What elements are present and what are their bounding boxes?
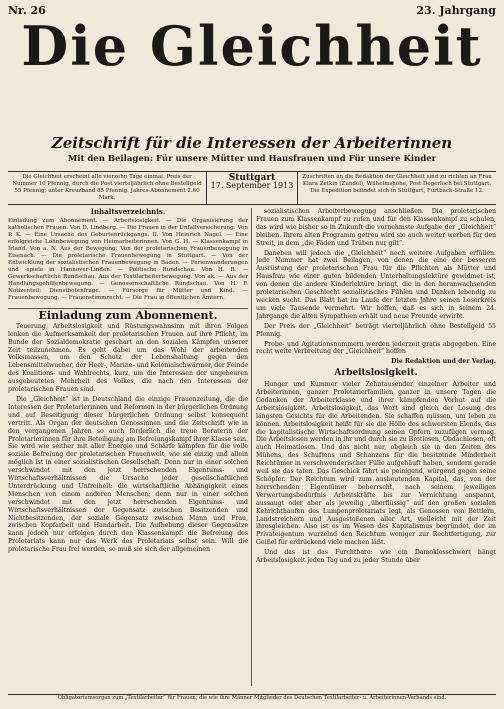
masthead-subtitle: Zeitschrift für die Interessen der Arbeiterinnen <box>51 134 453 152</box>
masthead-supplements: Mit den Beilagen: Für unsere Mütter und Hausfrauen und Für unsere Kinder <box>67 154 437 164</box>
paragraph: Und das ist das Furchtbare: wie ein Damoklesschwert hängt Arbeitslosigkeit jeden Tag und zu jeder Stunde über <box>256 549 496 565</box>
subscription-info: Die Gleichheit erscheint alle vierzehn Tage einmal. Preis der Nummer 10 Pfennig, durch die Post vierteljährlich ohne Bestellgeld 55 Pfennig; unter Kreuzband 85 Pfennig. Jahres-Abonnement 2.60 Mark. <box>12 174 202 201</box>
issue-number: Nr. 26 <box>8 4 46 17</box>
editorial-info: Zuschriften an die Redaktion der Gleichheit sind zu richten an Frau Klara Zetkin (Zundel), Wilhelmshöhe, Post Degerloch bei Stuttgart. Die Expedition befindet sich in Stuttgart, Furtbach-Straße 12. <box>302 174 492 194</box>
article-heading-subscription: Einladung zum Abonnement. <box>8 308 248 320</box>
paragraph: Hunger und Kummer vieler Zehntausender einzelner Arbeiter und Arbeiterinnen, ganzer Proletarierfamilien ganzer in unsere Tagen die Gedanken der Arbeiterklasse und ihrer kämpfenden Vorhut auf die Arbeitslosigkeit. Arbeitslosigkeit, das Wort sind gleich der Losung des längsten Gesichts für die Arbeitenden. Sie schaffen müssen, um leben zu können. Arbeitslosigkeit heißt für sie die Hölle des schwersten Elends, das die kapitalistische Wirtschaftsordnung seinen Opfern zuzufügen vermag. Die Arbeitslosen werden in ihr und durch sie zu Brotlosen, Obdachlosen, oft auch Heimatlosen. Und das nicht nur, obgleich sie in den Zeiten des Mühens, des Schuftens und Schanzens für die besitzende Minderheit Reichtümer in verschwenderischer Fülle aufgehäuft haben, sondern gerade weil sie das taten. Das Geschick fährt sie peinigend, würgend gegen seine Schöpfer. Der Reichtum wird zum ausbeutenden Kapital, das, von der herrschenden Eigentümer beherrscht, nach seinem jeweiligen Verwertungsbedürfnis Arbeitskräfte bis zur Vernichtung anspannt, aussaugt oder aber als jeweilig „überflüssig“ auf den großen sozialen Kehrichthaufen des Lumpenproletariats legt, als Genossen von Bettlern, Landstreichern und Ausgestoßenen aller Art, vielleicht mit der Zeit ihresgleichen. Also ist es im Wesen des Kapitalismus begründet, der im Privateigentum wurzelnd den Reichtum weniger zur Rechtfertigung, zur Geißel für erdrückend viele machen läßt. <box>256 381 496 547</box>
paragraph: sozialistischen Arbeiterbewegung anschließen. Die proletarischen Frauen zum Klassenkampf zu rufen und für den Klassenkampf zu schulen, das wird wie bisher so in Zukunft die vornehmste Aufgabe der „Gleichheit“ bleiben. Ihrem alten Programm getreu wird sie auch weiter werben für den Streit, in dem „die Fäden und Trüben nur gilt“. <box>256 208 496 247</box>
city: Stuttgart <box>228 173 276 183</box>
issue-date: 17. September 1913 <box>210 181 294 190</box>
column-divider <box>251 208 252 686</box>
volume-label: 23. Jahrgang <box>416 4 496 17</box>
toc-text: Einladung zum Abonnement. — Arbeitslosigkeit. — Die Organisierung der katholischen Frauen. Von D. Lindberg. — Die Frauen in der Unfallversicherung. Von P. K. — Eine Ursache des Geburtenrückgangs. II. Von Heinrich Nagel. — Eine erfolgreiche Lohnbewegung von Heimarbeiterinnen. Von G. H. — Klassenkampf in Irland. Von a. N. Aus der Bewegung: Von der proletarischen Frauenbewegung in Eisenach. — Die proletarische Frauenbewegung in Stuttgart. — Von der Entwicklung der sozialistischen Frauenbewegung in Baden. — Ferienwanderungen und -spiele in Hannover-Linden. — Politische Rundschau. Von H. B. — Gewerkschaftliche Rundschau. Aus der Textilarbeiterbewegung. Von ak. — Aus der Handlungsgehilfenbewegung. — Genossenschaftliche Rundschau. Von H. F. Notizenteil: Dienstbotenfrage. — Fürsorge für Mütter und Kind. — Frauenbewegung. — Frauenstimmrecht. — Die Frau in öffentlichen Ämtern. <box>8 217 248 301</box>
footer-note: Obligatoriumsorgan zum „Textilarbeiter“ für Frauen, die wie ihre Männer Mitglieder des Deutschen Textilarbeiter- u. Arbeiterinnen-Verbands sind. <box>8 694 496 702</box>
place-date <box>206 172 298 204</box>
masthead-title: Die Gleichheit <box>21 14 483 78</box>
paragraph: Daneben will jedoch die „Gleichheit“ noch weitere Aufgaben erfüllen. Jede Nummer hat zwei Beilagen, von denen die eine der besseren Ausrüstung der proletarischen Frau für die Pflichten als Mütter und Hausfrau wie einer guten bildenden Unterhaltungslektüre gewidmet ist, von denen die andere Kinderlektüre bringt, die in den heranwachsenden proletarischen Geschlecht sozialistisches Fühlen und Denken lebendig zu wecken sucht. Das Blatt hat im Laufe der letzten Jahre seinen Leserkreis um viele Tausende vermehrt. Wir hoffen, daß es sich in seinem 24. Jahrgange die alten Sympathien erhält und neue Freunde erwirbt. <box>256 249 496 320</box>
paragraph: Probe- und Agitationsnummern werden jederzeit gratis abgegeben. Eine recht weite Verbreitung der „Gleichheit“ hoffen <box>256 340 496 356</box>
paragraph: Teuerung, Arbeitslosigkeit und Rüstungswahnsinn mit ihren Folgen lenken die Aufmerksamkeit der proletarischen Frauen auf ihre Pflicht, im Bunde der Sozialdemokratie geschart an den sozialen Kämpfen unserer Zeit teilzunehmen. Es geht dabei um das Wohl der arbeitenden Volksmassen, um den Schutz der Lebenshaltung gegen den Lebensmittelwucher, der Heer-, Marine- und Kolonialschwärmer, der Feinde des Koalitions- und Wahlrechts, kurz, um die Interessen der ungeheuren ausgebeuteten Mehrheit des Volkes, die nach den Interessen der proletarischen Frauen sind. <box>8 322 248 394</box>
left-column <box>8 208 248 688</box>
info-bar <box>8 171 496 205</box>
article-heading-unemployment: Arbeitslosigkeit. <box>334 368 418 379</box>
paragraph: Der Preis der „Gleichheit“ beträgt vierteljährlich ohne Bestellgeld 55 Pfennig. <box>256 322 496 338</box>
right-column <box>256 208 496 688</box>
paragraph: Die „Gleichheit“ ist in Deutschland die einzige Frauenzeitung, die die Interessen der Proletarierinnen und Reformen in der bürgerlichen Ordnung und auf Beseitigung dieser bürgerlichen Ordnung selbst konsequent vertritt. Als Organ der deutschen Genossinnen und die Zeitschrift wie in den vergangenen Jahren so auch förderlich die treue Beraterin der Proletarierinnen für ihre Beteiligung am Befreiungskampf ihrer Klasse sein. Sie wird wie seither mit aller Energie und Schärfe kämpfen für die volle soziale Befreiung der proletarischen Frauenwelt, wie sie einzig und allein möglich ist in einer sozialistischen Gesellschaft. Denn nur in einer solchen verschwindet mit den jetzt herrschenden Eigentums- und Wirtschaftsverhältnissen die Ursache jeder gesellschaftlichen Unterdrückung und Unfreiheit: die wirtschaftliche Abhängigkeit eines Menschen von einem anderen Menschen; denn nur in einer solchen verschwindet mit den jetzt herrschenden Eigentums- und Wirtschaftsverhältnissen der Gegensatz zwischen Besitzenden und Nichtbesitzenden, der soziale Gegensatz zwischen Mann und Frau, zwischen Kopfarbeit und Handarbeit. Die Aufhebung dieser Gegensätze kann jedoch nur erfolgen durch den Klassenkampf: die Befreiung des Proletariats kann nur das Werk des Proletariats selbst sein. Will die proletarische Frau frei werden, so muß sie sich der allgemeinen <box>8 395 248 554</box>
toc-title: Inhaltsverzeichnis. <box>90 208 166 216</box>
signature: Die Redaktion und der Verlag. <box>391 358 496 366</box>
